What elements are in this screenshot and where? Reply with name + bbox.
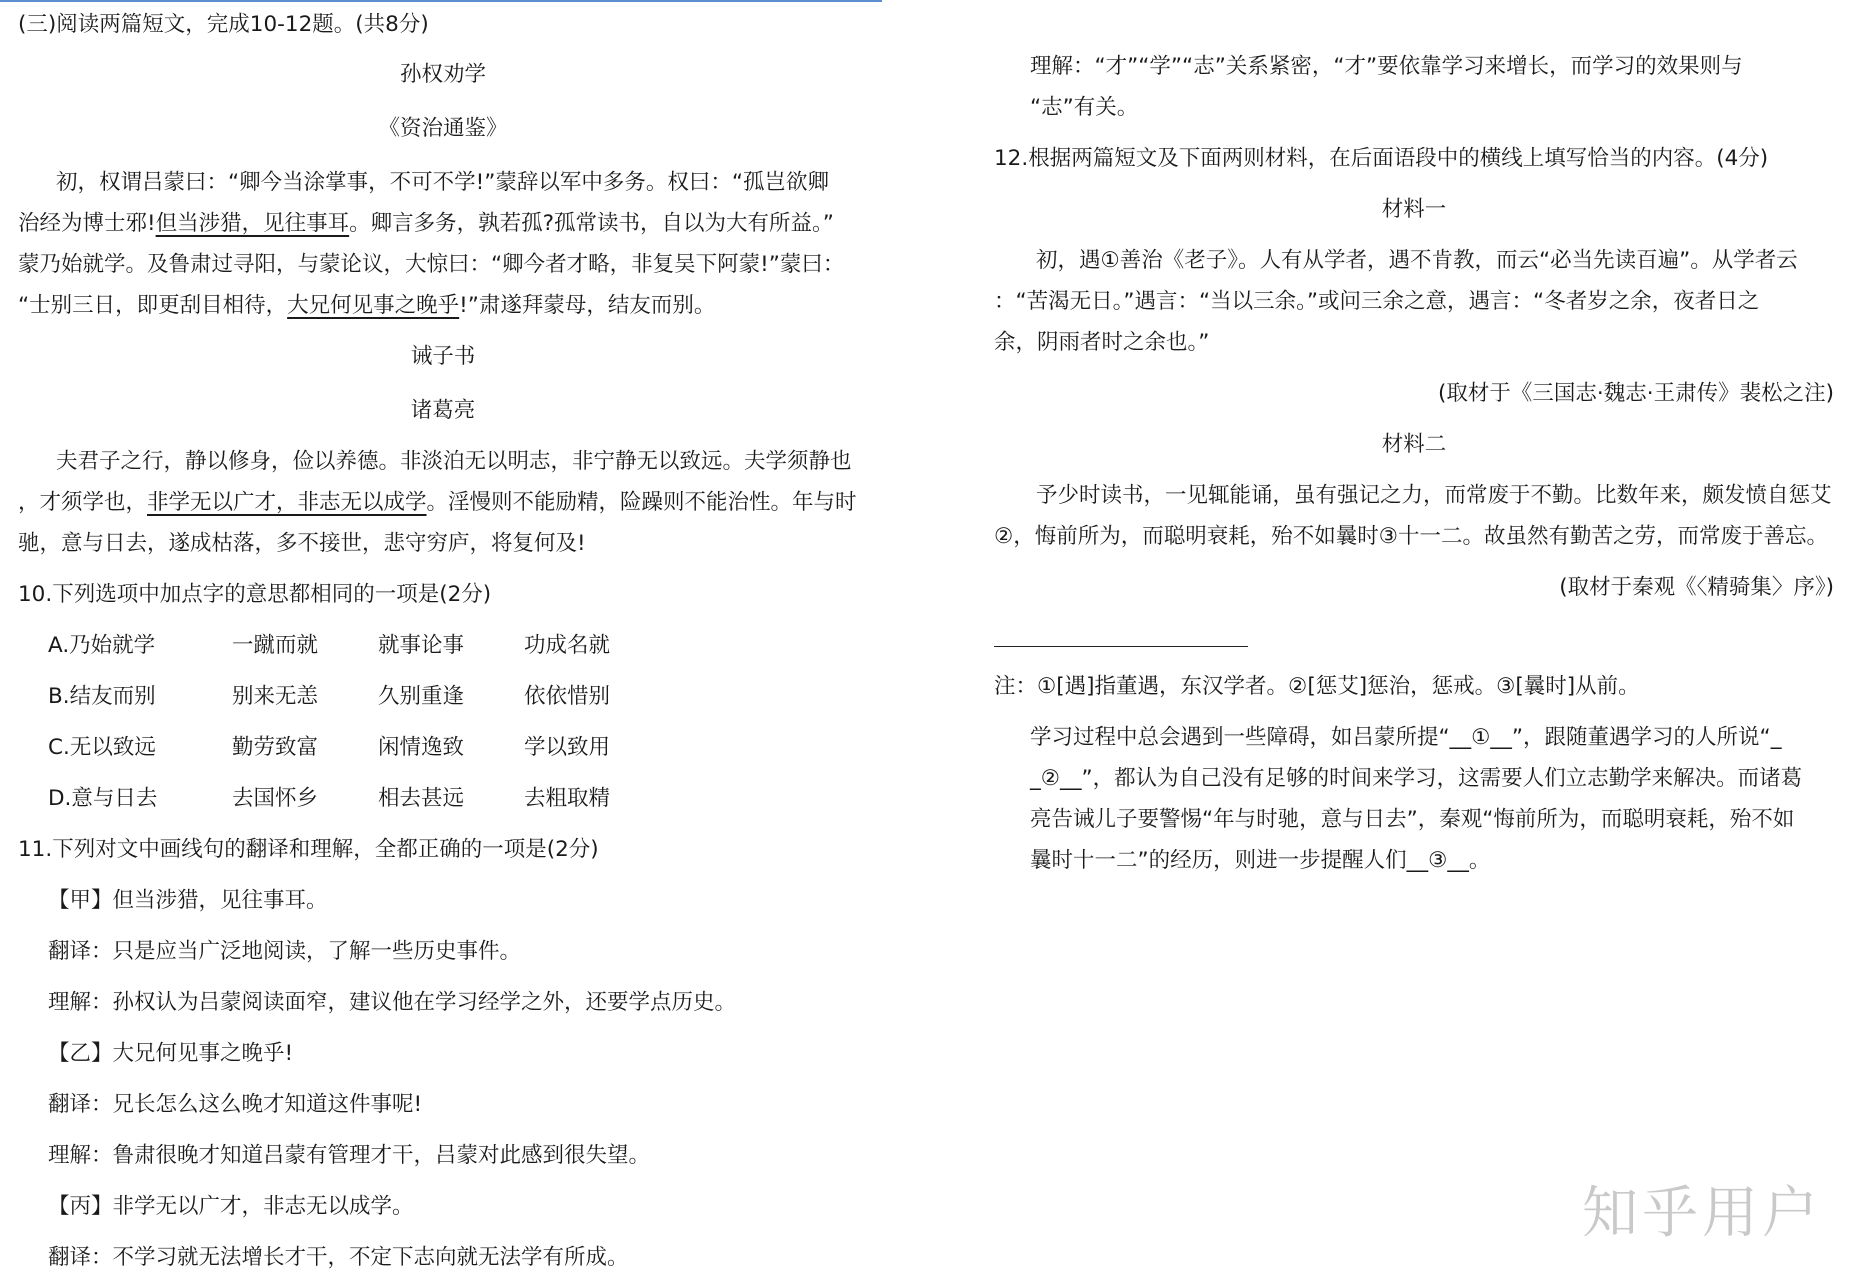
q10-option-a-word-2: 就事论事 <box>378 633 465 658</box>
text2-line-2-pre: ，才须学也， <box>18 490 148 515</box>
q10-option-d-word-3: 去粗取精 <box>524 786 611 811</box>
q11-item-yi: 【乙】大兄何见事之晚乎! <box>48 1041 294 1066</box>
q11-jia-understanding: 理解：孙权认为吕蒙阅读面窄，建议他在学习经学之外，还要学点历史。 <box>48 990 737 1015</box>
underlined-sentence-bing: 非学无以广才，非志无以成学 <box>147 490 427 515</box>
q10-option-c-label: C.无以致远 <box>48 735 156 760</box>
text1-line-1-text: 初，权谓吕蒙曰：“卿今当涂掌事，不可不学!”蒙辞以军中多务。权曰：“孤岂欲卿 <box>56 170 830 195</box>
q11-jia-translation: 翻译：只是应当广泛地阅读，了解一些历史事件。 <box>48 939 522 964</box>
q12-paragraph-line-3: 亮告诫儿子要警惕“年与时驰，意与日去”，秦观“悔前所为，而聪明衰耗，殆不如 <box>1030 807 1795 832</box>
text1-line-3 <box>18 244 844 286</box>
q10-option-a-word-1: 一蹴而就 <box>232 633 319 658</box>
q11-yi-translation: 翻译：兄长怎么这么晚才知道这件事呢! <box>48 1092 423 1117</box>
text2-line-1-text: 夫君子之行，静以修身，俭以养德。非淡泊无以明志，非宁静无以致远。夫学须静也 <box>56 449 852 474</box>
text1-source: 《资治通鉴》 <box>378 116 508 141</box>
q12-stem: 12.根据两篇短文及下面两则材料，在后面语段中的横线上填写恰当的内容。(4分) <box>994 146 1769 171</box>
top-border-line <box>0 0 882 2</box>
watermark: 知乎用户 <box>1582 1181 1822 1246</box>
text1-line-1 <box>56 162 829 204</box>
section-heading: (三)阅读两篇短文，完成10-12题。(共8分) <box>18 12 429 37</box>
material2-line-2: ②，悔前所为，而聪明衰耗，殆不如曩时③十一二。故虽然有勤苦之劳，而常废于善忘。 <box>994 524 1829 549</box>
material2-source: (取材于秦观《〈精骑集〉序》) <box>1559 575 1834 600</box>
text2-line-2 <box>18 482 857 524</box>
q11-bing-translation: 翻译：不学习就无法增长才干，不定下志向就无法学有所成。 <box>48 1245 629 1270</box>
underlined-sentence-jia: 但当涉猎，见往事耳 <box>155 211 350 236</box>
q10-option-c-word-1: 勤劳致富 <box>232 735 319 760</box>
q11-bing-understanding-line-1: 理解：“才”“学”“志”关系紧密，“才”要依靠学习来增长，而学习的效果则与 <box>1030 54 1743 79</box>
q12-paragraph-line-1: 学习过程中总会遇到一些障碍，如吕蒙所提“__①__”，跟随董遇学习的人所说“_ <box>1030 725 1782 750</box>
text1-line-4-pre: “士别三日，即更刮目相待， <box>18 293 288 318</box>
text2-line-2-post: 。淫慢则不能励精，险躁则不能治性。年与时 <box>426 490 857 515</box>
text2-line-1 <box>56 441 852 483</box>
material2-line-1: 予少时读书，一见辄能诵，虽有强记之力，而常废于不勤。比数年来，颇发愤自惩艾 <box>1036 483 1832 508</box>
text2-title: 诫子书 <box>410 344 476 369</box>
q10-option-a-label: A.乃始就学 <box>48 633 156 658</box>
q12-paragraph-line-2: _②__”，都认为自己没有足够的时间来学习，这需要人们立志勤学来解决。而诸葛 <box>1030 766 1803 791</box>
material1-line-3: 余，阴雨者时之余也。” <box>994 330 1210 355</box>
q11-yi-understanding: 理解：鲁肃很晚才知道吕蒙有管理才干，吕蒙对此感到很失望。 <box>48 1143 651 1168</box>
q10-stem: 10.下列选项中加点字的意思都相同的一项是(2分) <box>18 582 492 607</box>
q10-option-a-word-3: 功成名就 <box>524 633 611 658</box>
text1-line-2-post: 。卿言多务，孰若孤?孤常读书，自以为大有所益。” <box>349 211 834 236</box>
q10-option-d-word-2: 相去甚远 <box>378 786 465 811</box>
material1-line-1: 初，遇①善治《老子》。人有从学者，遇不肯教，而云“必当先读百遍”。从学者云 <box>1036 248 1798 273</box>
q10-option-c-word-3: 学以致用 <box>524 735 611 760</box>
material1-source: (取材于《三国志·魏志·王肃传》裴松之注) <box>1438 381 1834 406</box>
text2-author: 诸葛亮 <box>410 398 476 423</box>
text2-line-3 <box>18 523 586 565</box>
q11-item-jia: 【甲】但当涉猎，见往事耳。 <box>48 888 328 913</box>
q10-option-c-word-2: 闲情逸致 <box>378 735 465 760</box>
q10-option-b-word-1: 别来无恙 <box>232 684 319 709</box>
material2-title: 材料二 <box>1381 432 1447 457</box>
footnote-divider <box>994 646 1248 647</box>
footnote: 注：①[遇]指董遇，东汉学者。②[惩艾]惩治，惩戒。③[曩时]从前。 <box>994 674 1640 699</box>
q11-stem: 11.下列对文中画线句的翻译和理解，全都正确的一项是(2分) <box>18 837 599 862</box>
text1-line-4-post: !”肃遂拜蒙母，结友而别。 <box>459 293 716 318</box>
text1-title: 孙权劝学 <box>399 62 486 87</box>
q12-paragraph-line-4: 曩时十一二”的经历，则进一步提醒人们__③__。 <box>1030 848 1491 873</box>
q11-bing-understanding-line-2: “志”有关。 <box>1030 95 1139 120</box>
q10-option-b-word-2: 久别重逢 <box>378 684 465 709</box>
text1-line-2 <box>18 203 834 245</box>
q10-option-d-word-1: 去国怀乡 <box>232 786 319 811</box>
q10-option-d-label: D.意与日去 <box>48 786 158 811</box>
q10-option-b-word-3: 依依惜别 <box>524 684 611 709</box>
text1-line-4 <box>18 285 715 327</box>
q10-option-b-label: B.结友而别 <box>48 684 156 709</box>
underlined-sentence-yi: 大兄何见事之晚乎 <box>287 293 460 318</box>
text2-line-3-text: 驰，意与日去，遂成枯落，多不接世，悲守穷庐，将复何及! <box>18 531 586 556</box>
q11-item-bing: 【丙】非学无以广才，非志无以成学。 <box>48 1194 414 1219</box>
text1-line-3-text: 蒙乃始就学。及鲁肃过寻阳，与蒙论议，大惊曰：“卿今者才略，非复吴下阿蒙!”蒙曰： <box>18 252 845 277</box>
text1-line-2-pre: 治经为博士邪! <box>18 211 156 236</box>
material1-title: 材料一 <box>1381 197 1447 222</box>
material1-line-2: ：“苦渴无日。”遇言：“当以三余。”或问三余之意，遇言：“冬者岁之余，夜者日之 <box>994 289 1760 314</box>
